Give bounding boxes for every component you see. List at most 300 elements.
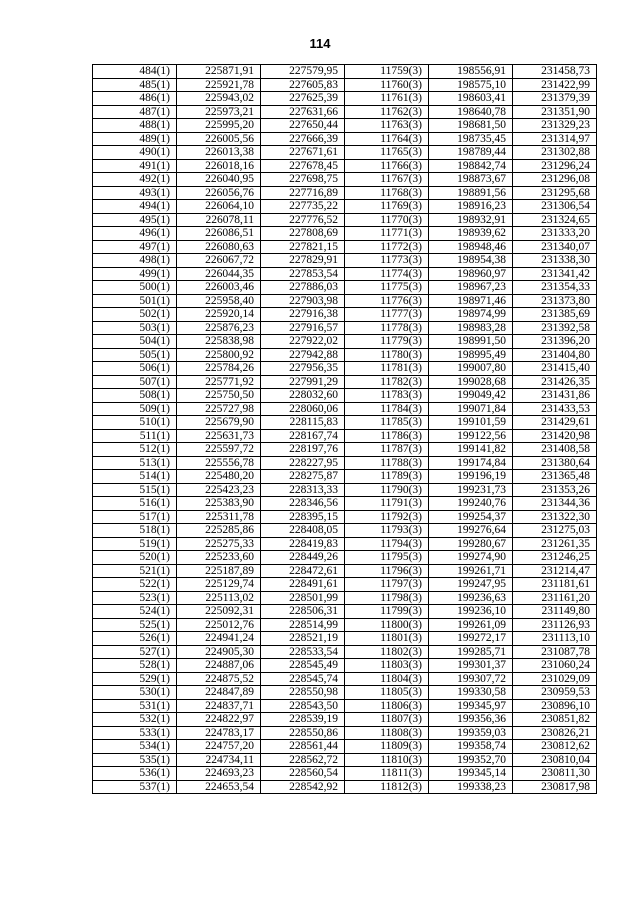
x-right-cell: 198960,97 [429, 267, 513, 281]
table-row [93, 537, 597, 551]
point-id-left-cell: 514(1) [93, 470, 177, 484]
table-row [93, 753, 597, 767]
y-left-cell: 227776,52 [261, 213, 345, 227]
point-id-left-cell: 519(1) [93, 537, 177, 551]
y-right-cell: 231060,24 [513, 659, 597, 673]
y-right-cell: 231392,58 [513, 321, 597, 335]
y-left-cell: 228167,74 [261, 429, 345, 443]
x-right-cell: 198556,91 [429, 65, 513, 79]
x-left-cell: 225876,23 [177, 321, 261, 335]
point-id-left-cell: 527(1) [93, 645, 177, 659]
table-row [93, 92, 597, 106]
y-left-cell: 228521,19 [261, 632, 345, 646]
x-right-cell: 199007,80 [429, 362, 513, 376]
point-id-left-cell: 503(1) [93, 321, 177, 335]
y-right-cell: 231373,80 [513, 294, 597, 308]
table-row [93, 470, 597, 484]
point-id-right-cell: 11812(3) [345, 780, 429, 794]
y-right-cell: 231161,20 [513, 591, 597, 605]
point-id-left-cell: 535(1) [93, 753, 177, 767]
point-id-left-cell: 505(1) [93, 348, 177, 362]
x-left-cell: 225871,91 [177, 65, 261, 79]
y-right-cell: 231404,80 [513, 348, 597, 362]
x-left-cell: 226056,76 [177, 186, 261, 200]
y-left-cell: 228560,54 [261, 767, 345, 781]
x-right-cell: 198954,38 [429, 254, 513, 268]
point-id-right-cell: 11781(3) [345, 362, 429, 376]
table-row [93, 308, 597, 322]
y-right-cell: 231306,54 [513, 200, 597, 214]
y-right-cell: 231275,03 [513, 524, 597, 538]
y-left-cell: 227956,35 [261, 362, 345, 376]
point-id-right-cell: 11807(3) [345, 713, 429, 727]
x-right-cell: 198603,41 [429, 92, 513, 106]
point-id-left-cell: 524(1) [93, 605, 177, 619]
x-right-cell: 199345,14 [429, 767, 513, 781]
x-left-cell: 224734,11 [177, 753, 261, 767]
x-right-cell: 198681,50 [429, 119, 513, 133]
table-row [93, 456, 597, 470]
point-id-left-cell: 517(1) [93, 510, 177, 524]
x-right-cell: 199345,97 [429, 699, 513, 713]
y-right-cell: 231344,36 [513, 497, 597, 511]
x-left-cell: 225187,89 [177, 564, 261, 578]
y-left-cell: 227829,91 [261, 254, 345, 268]
x-right-cell: 199356,36 [429, 713, 513, 727]
point-id-right-cell: 11784(3) [345, 402, 429, 416]
table-row [93, 780, 597, 794]
point-id-right-cell: 11767(3) [345, 173, 429, 187]
y-right-cell: 231214,47 [513, 564, 597, 578]
x-right-cell: 199141,82 [429, 443, 513, 457]
y-right-cell: 231181,61 [513, 578, 597, 592]
x-left-cell: 225973,21 [177, 105, 261, 119]
point-id-left-cell: 489(1) [93, 132, 177, 146]
y-left-cell: 227650,44 [261, 119, 345, 133]
y-left-cell: 227671,61 [261, 146, 345, 160]
point-id-right-cell: 11797(3) [345, 578, 429, 592]
x-right-cell: 198916,23 [429, 200, 513, 214]
point-id-right-cell: 11794(3) [345, 537, 429, 551]
point-id-left-cell: 499(1) [93, 267, 177, 281]
point-id-left-cell: 534(1) [93, 740, 177, 754]
table-row [93, 132, 597, 146]
x-left-cell: 226078,11 [177, 213, 261, 227]
x-left-cell: 226044,35 [177, 267, 261, 281]
x-right-cell: 198789,44 [429, 146, 513, 160]
table-row [93, 591, 597, 605]
y-right-cell: 231314,97 [513, 132, 597, 146]
y-right-cell: 231396,20 [513, 335, 597, 349]
x-right-cell: 199071,84 [429, 402, 513, 416]
point-id-right-cell: 11769(3) [345, 200, 429, 214]
point-id-right-cell: 11764(3) [345, 132, 429, 146]
point-id-right-cell: 11782(3) [345, 375, 429, 389]
x-left-cell: 226013,38 [177, 146, 261, 160]
x-right-cell: 199330,58 [429, 686, 513, 700]
y-left-cell: 227903,98 [261, 294, 345, 308]
y-left-cell: 228550,86 [261, 726, 345, 740]
x-left-cell: 225383,90 [177, 497, 261, 511]
table-row [93, 78, 597, 92]
y-right-cell: 231296,08 [513, 173, 597, 187]
point-id-left-cell: 500(1) [93, 281, 177, 295]
point-id-left-cell: 520(1) [93, 551, 177, 565]
table-row [93, 578, 597, 592]
point-id-right-cell: 11771(3) [345, 227, 429, 241]
x-left-cell: 224757,20 [177, 740, 261, 754]
x-right-cell: 198932,91 [429, 213, 513, 227]
point-id-right-cell: 11783(3) [345, 389, 429, 403]
point-id-right-cell: 11773(3) [345, 254, 429, 268]
table-row [93, 659, 597, 673]
point-id-right-cell: 11808(3) [345, 726, 429, 740]
point-id-left-cell: 487(1) [93, 105, 177, 119]
table-row [93, 402, 597, 416]
y-left-cell: 227579,95 [261, 65, 345, 79]
y-left-cell: 228491,61 [261, 578, 345, 592]
y-right-cell: 231353,26 [513, 483, 597, 497]
point-id-right-cell: 11799(3) [345, 605, 429, 619]
table-row [93, 510, 597, 524]
point-id-left-cell: 526(1) [93, 632, 177, 646]
x-right-cell: 198735,45 [429, 132, 513, 146]
table-row [93, 186, 597, 200]
y-left-cell: 227916,57 [261, 321, 345, 335]
y-left-cell: 228542,92 [261, 780, 345, 794]
x-left-cell: 225838,98 [177, 335, 261, 349]
point-id-left-cell: 497(1) [93, 240, 177, 254]
y-left-cell: 228419,83 [261, 537, 345, 551]
point-id-left-cell: 507(1) [93, 375, 177, 389]
y-left-cell: 227853,54 [261, 267, 345, 281]
x-left-cell: 224941,24 [177, 632, 261, 646]
x-left-cell: 225480,20 [177, 470, 261, 484]
point-id-left-cell: 522(1) [93, 578, 177, 592]
point-id-right-cell: 11762(3) [345, 105, 429, 119]
point-id-right-cell: 11780(3) [345, 348, 429, 362]
point-id-left-cell: 531(1) [93, 699, 177, 713]
point-id-right-cell: 11792(3) [345, 510, 429, 524]
x-right-cell: 198640,78 [429, 105, 513, 119]
x-left-cell: 225275,33 [177, 537, 261, 551]
point-id-right-cell: 11761(3) [345, 92, 429, 106]
y-right-cell: 231113,10 [513, 632, 597, 646]
y-left-cell: 228514,99 [261, 618, 345, 632]
y-right-cell: 231302,88 [513, 146, 597, 160]
table-row [93, 173, 597, 187]
x-left-cell: 225597,72 [177, 443, 261, 457]
y-left-cell: 227922,02 [261, 335, 345, 349]
x-left-cell: 226005,56 [177, 132, 261, 146]
x-left-cell: 224847,89 [177, 686, 261, 700]
point-id-left-cell: 506(1) [93, 362, 177, 376]
y-right-cell: 231087,78 [513, 645, 597, 659]
x-left-cell: 225092,31 [177, 605, 261, 619]
x-right-cell: 198939,62 [429, 227, 513, 241]
point-id-right-cell: 11786(3) [345, 429, 429, 443]
x-left-cell: 225631,73 [177, 429, 261, 443]
point-id-right-cell: 11770(3) [345, 213, 429, 227]
y-right-cell: 230811,30 [513, 767, 597, 781]
table-row [93, 740, 597, 754]
x-right-cell: 198891,56 [429, 186, 513, 200]
point-id-left-cell: 491(1) [93, 159, 177, 173]
table-row [93, 564, 597, 578]
x-left-cell: 225784,26 [177, 362, 261, 376]
y-left-cell: 228197,76 [261, 443, 345, 457]
x-left-cell: 226018,16 [177, 159, 261, 173]
x-right-cell: 199352,70 [429, 753, 513, 767]
y-right-cell: 231365,48 [513, 470, 597, 484]
point-id-left-cell: 484(1) [93, 65, 177, 79]
x-left-cell: 225958,40 [177, 294, 261, 308]
x-right-cell: 199261,09 [429, 618, 513, 632]
table-row [93, 767, 597, 781]
table-row [93, 294, 597, 308]
point-id-left-cell: 521(1) [93, 564, 177, 578]
x-right-cell: 198991,50 [429, 335, 513, 349]
x-right-cell: 199261,71 [429, 564, 513, 578]
table-row [93, 416, 597, 430]
x-left-cell: 225233,60 [177, 551, 261, 565]
y-right-cell: 231126,93 [513, 618, 597, 632]
y-left-cell: 227631,66 [261, 105, 345, 119]
x-right-cell: 199254,37 [429, 510, 513, 524]
y-left-cell: 228545,49 [261, 659, 345, 673]
y-right-cell: 231324,65 [513, 213, 597, 227]
y-right-cell: 231029,09 [513, 672, 597, 686]
x-left-cell: 226003,46 [177, 281, 261, 295]
y-left-cell: 227666,39 [261, 132, 345, 146]
x-left-cell: 225129,74 [177, 578, 261, 592]
x-right-cell: 199196,19 [429, 470, 513, 484]
point-id-right-cell: 11800(3) [345, 618, 429, 632]
x-right-cell: 199358,74 [429, 740, 513, 754]
x-left-cell: 225921,78 [177, 78, 261, 92]
table-row [93, 686, 597, 700]
table-row [93, 443, 597, 457]
point-id-right-cell: 11766(3) [345, 159, 429, 173]
y-left-cell: 228543,50 [261, 699, 345, 713]
x-left-cell: 224693,23 [177, 767, 261, 781]
x-right-cell: 198842,74 [429, 159, 513, 173]
y-right-cell: 231429,61 [513, 416, 597, 430]
point-id-right-cell: 11788(3) [345, 456, 429, 470]
x-right-cell: 199274,90 [429, 551, 513, 565]
x-left-cell: 224875,52 [177, 672, 261, 686]
x-left-cell: 225771,92 [177, 375, 261, 389]
table-row [93, 726, 597, 740]
x-left-cell: 226064,10 [177, 200, 261, 214]
point-id-right-cell: 11776(3) [345, 294, 429, 308]
y-right-cell: 230826,21 [513, 726, 597, 740]
y-right-cell: 231385,69 [513, 308, 597, 322]
point-id-left-cell: 510(1) [93, 416, 177, 430]
x-left-cell: 226080,63 [177, 240, 261, 254]
y-left-cell: 227821,15 [261, 240, 345, 254]
x-right-cell: 199307,72 [429, 672, 513, 686]
point-id-left-cell: 529(1) [93, 672, 177, 686]
point-id-left-cell: 537(1) [93, 780, 177, 794]
table-row [93, 672, 597, 686]
table-row [93, 551, 597, 565]
x-left-cell: 225113,02 [177, 591, 261, 605]
point-id-left-cell: 488(1) [93, 119, 177, 133]
x-left-cell: 224822,97 [177, 713, 261, 727]
point-id-left-cell: 485(1) [93, 78, 177, 92]
point-id-left-cell: 492(1) [93, 173, 177, 187]
y-right-cell: 231351,90 [513, 105, 597, 119]
point-id-left-cell: 496(1) [93, 227, 177, 241]
y-right-cell: 231426,35 [513, 375, 597, 389]
y-right-cell: 231296,24 [513, 159, 597, 173]
y-right-cell: 231408,58 [513, 443, 597, 457]
point-id-right-cell: 11798(3) [345, 591, 429, 605]
point-id-right-cell: 11811(3) [345, 767, 429, 781]
x-right-cell: 198873,67 [429, 173, 513, 187]
coordinates-table-body [93, 65, 597, 794]
table-row [93, 105, 597, 119]
point-id-right-cell: 11787(3) [345, 443, 429, 457]
point-id-right-cell: 11765(3) [345, 146, 429, 160]
x-left-cell: 224653,54 [177, 780, 261, 794]
point-id-right-cell: 11810(3) [345, 753, 429, 767]
x-left-cell: 224837,71 [177, 699, 261, 713]
x-right-cell: 199359,03 [429, 726, 513, 740]
table-row [93, 362, 597, 376]
y-left-cell: 228115,83 [261, 416, 345, 430]
table-row [93, 240, 597, 254]
coordinates-table [92, 64, 597, 794]
point-id-left-cell: 525(1) [93, 618, 177, 632]
y-left-cell: 227698,75 [261, 173, 345, 187]
y-left-cell: 227942,88 [261, 348, 345, 362]
point-id-right-cell: 11804(3) [345, 672, 429, 686]
x-left-cell: 226040,95 [177, 173, 261, 187]
x-left-cell: 224905,30 [177, 645, 261, 659]
y-right-cell: 231422,99 [513, 78, 597, 92]
x-right-cell: 198971,46 [429, 294, 513, 308]
x-right-cell: 198575,10 [429, 78, 513, 92]
table-row [93, 200, 597, 214]
y-left-cell: 228395,15 [261, 510, 345, 524]
point-id-right-cell: 11777(3) [345, 308, 429, 322]
x-right-cell: 199285,71 [429, 645, 513, 659]
y-left-cell: 227605,83 [261, 78, 345, 92]
point-id-left-cell: 504(1) [93, 335, 177, 349]
y-left-cell: 227916,38 [261, 308, 345, 322]
y-right-cell: 230817,98 [513, 780, 597, 794]
table-row [93, 159, 597, 173]
x-right-cell: 199122,56 [429, 429, 513, 443]
point-id-right-cell: 11795(3) [345, 551, 429, 565]
point-id-right-cell: 11774(3) [345, 267, 429, 281]
point-id-right-cell: 11775(3) [345, 281, 429, 295]
y-right-cell: 231333,20 [513, 227, 597, 241]
x-left-cell: 224887,06 [177, 659, 261, 673]
point-id-left-cell: 518(1) [93, 524, 177, 538]
y-right-cell: 231420,98 [513, 429, 597, 443]
point-id-right-cell: 11778(3) [345, 321, 429, 335]
y-left-cell: 227735,22 [261, 200, 345, 214]
y-left-cell: 228449,26 [261, 551, 345, 565]
x-right-cell: 199272,17 [429, 632, 513, 646]
page-number: 114 [309, 36, 331, 51]
x-right-cell: 199174,84 [429, 456, 513, 470]
point-id-left-cell: 512(1) [93, 443, 177, 457]
y-left-cell: 228562,72 [261, 753, 345, 767]
y-left-cell: 228545,74 [261, 672, 345, 686]
y-left-cell: 227991,29 [261, 375, 345, 389]
y-left-cell: 227625,39 [261, 92, 345, 106]
point-id-left-cell: 511(1) [93, 429, 177, 443]
y-right-cell: 231340,07 [513, 240, 597, 254]
point-id-right-cell: 11759(3) [345, 65, 429, 79]
y-right-cell: 231431,86 [513, 389, 597, 403]
x-right-cell: 199236,63 [429, 591, 513, 605]
point-id-right-cell: 11772(3) [345, 240, 429, 254]
x-left-cell: 225556,78 [177, 456, 261, 470]
point-id-right-cell: 11785(3) [345, 416, 429, 430]
point-id-left-cell: 509(1) [93, 402, 177, 416]
x-left-cell: 225423,23 [177, 483, 261, 497]
table-row [93, 227, 597, 241]
x-left-cell: 226067,72 [177, 254, 261, 268]
point-id-left-cell: 528(1) [93, 659, 177, 673]
y-left-cell: 227678,45 [261, 159, 345, 173]
y-right-cell: 230851,82 [513, 713, 597, 727]
y-left-cell: 228550,98 [261, 686, 345, 700]
table-row [93, 618, 597, 632]
table-row [93, 497, 597, 511]
y-left-cell: 227808,69 [261, 227, 345, 241]
table-row [93, 254, 597, 268]
table-row [93, 281, 597, 295]
point-id-left-cell: 490(1) [93, 146, 177, 160]
table-row [93, 321, 597, 335]
y-left-cell: 228533,54 [261, 645, 345, 659]
y-right-cell: 231149,80 [513, 605, 597, 619]
point-id-right-cell: 11803(3) [345, 659, 429, 673]
x-right-cell: 199240,76 [429, 497, 513, 511]
y-left-cell: 228561,44 [261, 740, 345, 754]
x-left-cell: 224783,17 [177, 726, 261, 740]
point-id-left-cell: 502(1) [93, 308, 177, 322]
point-id-right-cell: 11805(3) [345, 686, 429, 700]
x-right-cell: 199338,23 [429, 780, 513, 794]
y-right-cell: 230812,62 [513, 740, 597, 754]
point-id-right-cell: 11809(3) [345, 740, 429, 754]
y-right-cell: 230810,04 [513, 753, 597, 767]
y-left-cell: 228539,19 [261, 713, 345, 727]
x-left-cell: 225750,50 [177, 389, 261, 403]
point-id-left-cell: 515(1) [93, 483, 177, 497]
table-row [93, 375, 597, 389]
table-row [93, 335, 597, 349]
point-id-right-cell: 11790(3) [345, 483, 429, 497]
y-left-cell: 228472,61 [261, 564, 345, 578]
point-id-left-cell: 495(1) [93, 213, 177, 227]
table-row [93, 389, 597, 403]
x-right-cell: 199247,95 [429, 578, 513, 592]
point-id-left-cell: 533(1) [93, 726, 177, 740]
y-right-cell: 231246,25 [513, 551, 597, 565]
y-left-cell: 228060,06 [261, 402, 345, 416]
y-right-cell: 231261,35 [513, 537, 597, 551]
x-left-cell: 225679,90 [177, 416, 261, 430]
table-row [93, 119, 597, 133]
